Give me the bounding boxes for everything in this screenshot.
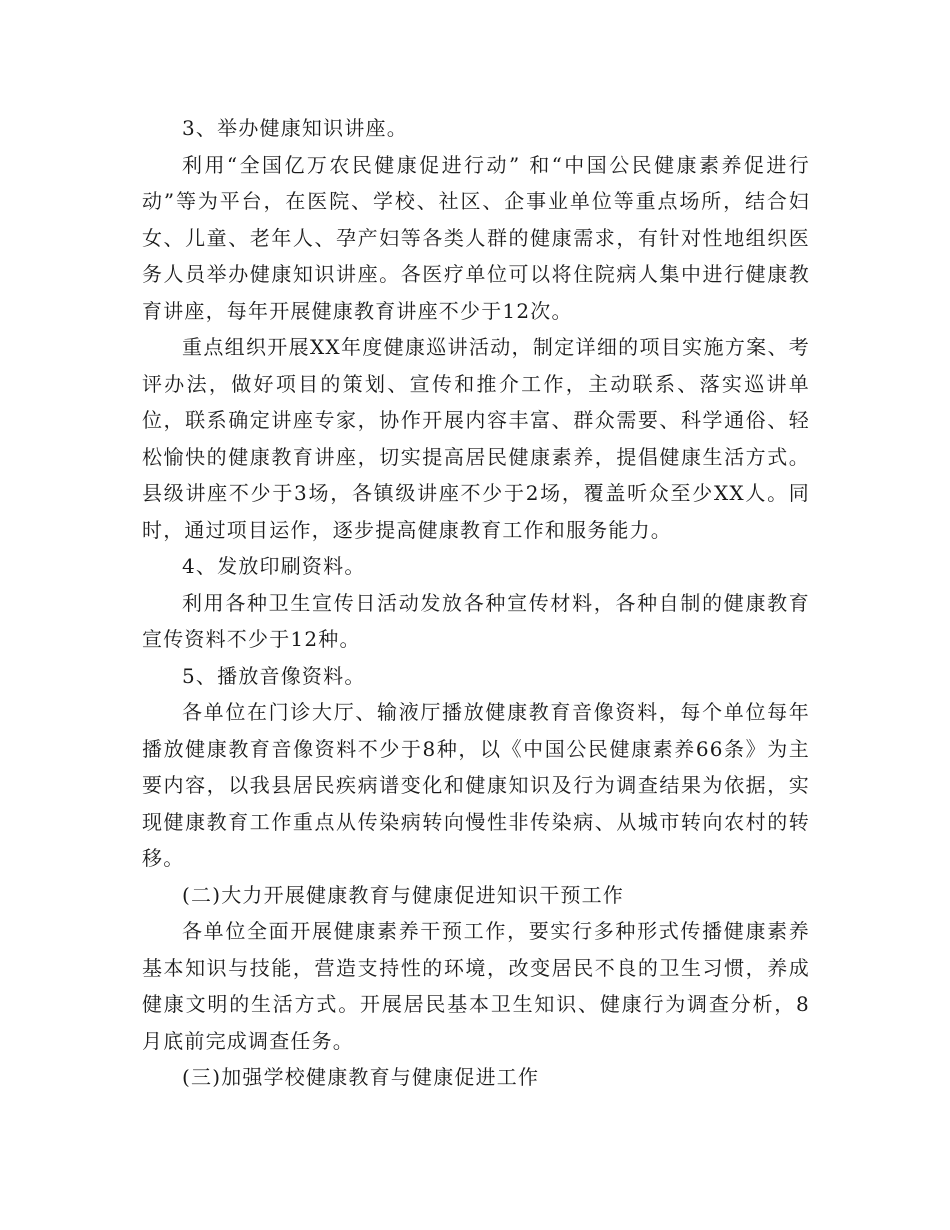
paragraph-audio-video: 各单位在门诊大厅、输液厅播放健康教育音像资料，每个单位每年播放健康教育音像资料不少于8种，以《中国公民健康素养66条》为主要内容，以我县居民疾病谱变化和健康知识及行为调查结果为依据，实现健康教育工作重点从传染病转向慢性非传染病、从城市转向农村的转移。 <box>142 700 810 870</box>
section-heading-intervention: (二)大力开展健康教育与健康促进知识干预工作 <box>182 882 625 907</box>
section-heading-school-health: (三)加强学校健康教育与健康促进工作 <box>182 1065 540 1089</box>
paragraph-lecture-tour: 重点组织开展XX年度健康巡讲活动，制定详细的项目实施方案、考评办法，做好项目的策划、宣传和推介工作，主动联系、落实巡讲单位，联系确定讲座专家，协作开展内容丰富、群众需要、科学通俗、轻松愉快的健康教育讲座，切实提高居民健康素养，提倡健康生活方式。县级讲座不少于3场，各镇级讲座不少于2场，覆盖听众至少XX人。同时，通过项目运作，逐步提高健康教育工作和服务能力。 <box>142 335 810 542</box>
section-heading-lectures: 3、举办健康知识讲座。 <box>182 116 408 140</box>
paragraph-lectures-platform: 利用“全国亿万农民健康促进行动” 和“中国公民健康素养促进行动”等为平台，在医院、学校、社区、企事业单位等重点场所，结合妇女、儿童、老年人、孕产妇等各类人群的健康需求，有针对性地组织医务人员举办健康知识讲座。各医疗单位可以将住院病人集中进行健康教育讲座，每年开展健康教育讲座不少于12次。 <box>142 152 810 323</box>
section-heading-audio-video: 5、播放音像资料。 <box>182 663 366 688</box>
section-heading-printed-materials: 4、发放印刷资料。 <box>182 554 366 578</box>
paragraph-printed-materials: 利用各种卫生宣传日活动发放各种宣传材料，各种自制的健康教育宣传资料不少于12种。 <box>142 590 810 651</box>
document-body <box>142 110 810 1096</box>
paragraph-intervention: 各单位全面开展健康素养干预工作，要实行多种形式传播健康素养基本知识与技能，营造支持性的环境，改变居民不良的卫生习惯，养成健康文明的生活方式。开展居民基本卫生知识、健康行为调查分析，8月底前完成调查任务。 <box>142 919 810 1053</box>
